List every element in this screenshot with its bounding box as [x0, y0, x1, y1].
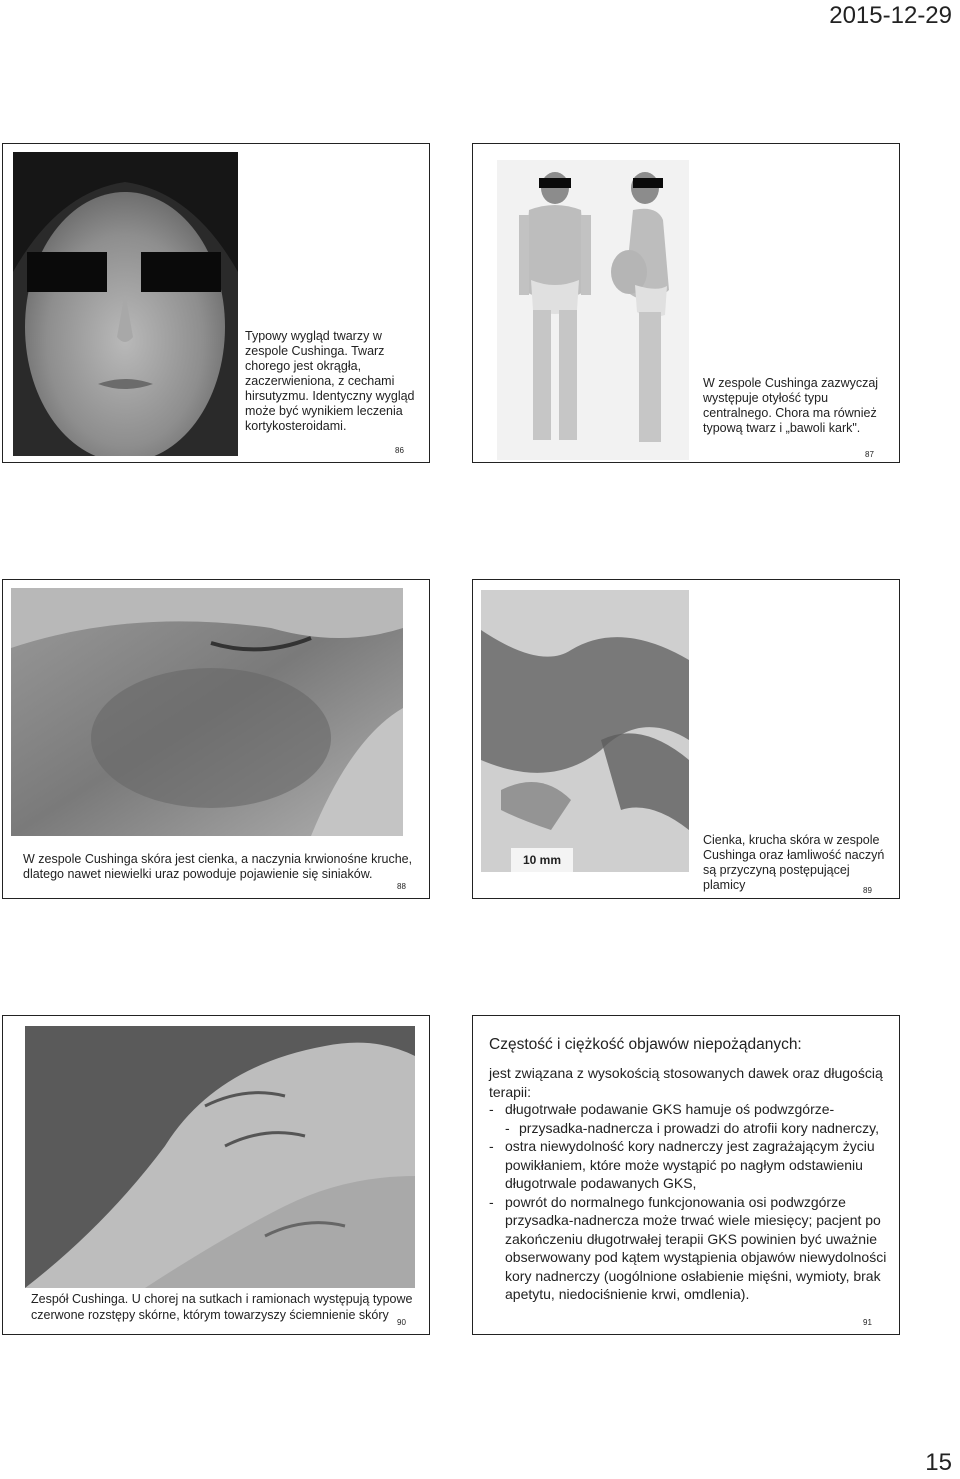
list-item — [489, 1100, 899, 1119]
slide-number: 91 — [863, 1318, 872, 1327]
purpura-photo — [481, 590, 689, 872]
slide-90 — [2, 1015, 430, 1335]
slide-86 — [2, 143, 430, 463]
censor-bar-left — [27, 252, 107, 292]
list-dash: - — [489, 1193, 494, 1210]
list-item-text: długotrwałe podawanie GKS hamuje oś podwzgórze- — [505, 1101, 835, 1117]
slide-caption: W zespole Cushinga zazwyczaj występuje otyłość typu centralnego. Chora ma również typową twarz i „bawoli kark". — [703, 376, 879, 435]
slide-number: 90 — [397, 1318, 406, 1327]
slide-number: 89 — [863, 886, 872, 895]
slide-heading: Częstość i ciężkość objawów niepożądanych: — [489, 1036, 802, 1053]
slide-caption-line-1: W zespole Cushinga skóra jest cienka, a naczynia krwionośne kruche, — [23, 852, 413, 866]
body-photo — [497, 160, 689, 460]
slide-number: 87 — [865, 450, 874, 459]
slide-caption-line-1: Zespół Cushinga. U chorej na sutkach i ramionach występują typowe — [31, 1292, 421, 1307]
list-dash: - — [505, 1119, 510, 1136]
slide-caption-line-2: dlatego nawet niewielki uraz powoduje pojawienie się siniaków. — [23, 867, 373, 881]
list-dash: - — [489, 1101, 494, 1117]
slide-89 — [472, 579, 900, 899]
page-number: 15 — [925, 1449, 952, 1476]
striae-photo — [25, 1026, 415, 1288]
slide-caption: Typowy wygląd twarzy w zespole Cushinga. Twarz chorego jest okrągła, zaczerwieniona, z cechami hirsutyzmu. Identyczny wygląd może być wynikiem leczenia kortykosteroidami. — [245, 329, 415, 433]
list-item — [489, 1137, 899, 1193]
scale-label: 10 mm — [523, 853, 562, 867]
list-item-text: przysadka-nadnercza i prowadzi do atrofii kory nadnerczy, — [519, 1119, 880, 1136]
slide-88 — [2, 579, 430, 899]
list-item-text: powrót do normalnego funkcjonowania osi podwzgórze przysadka-nadnercza może trwać wiele miesięcy; pacjent po zakończeniu długotrwałej terapii GKS powinien być uważnie obserwowany pod kątem wystąpienia objawów niewydolności kory nadnerczy (uogólnione osłabienie mięśni, wymioty, brak apetytu, niedociśnienie krwi, omdlenia). — [505, 1193, 887, 1302]
slide-intro: jest związana z wysokością stosowanych dawek oraz długością terapii: — [489, 1065, 883, 1100]
slide-number: 86 — [395, 446, 404, 455]
censor-bar-right — [141, 252, 221, 292]
list-item — [489, 1119, 899, 1138]
slide-caption-line-2: czerwone rozstępy skórne, którym towarzyszy ściemnienie skóry — [31, 1308, 389, 1322]
face-photo — [13, 152, 238, 456]
slide-87 — [472, 143, 900, 463]
list-item-text: ostra niewydolność kory nadnerczy jest zagrażającym życiu powikłaniem, które może wystąpić po nagłym odstawieniu długotrwale podawanych GKS, — [505, 1138, 875, 1191]
skin-photo — [11, 588, 403, 836]
list-item — [489, 1193, 899, 1304]
slide-caption: Cienka, krucha skóra w zespole Cushinga oraz łamliwość naczyń są przyczyną postępującej plamicy — [703, 833, 885, 892]
slide-91 — [472, 1015, 900, 1335]
page-date: 2015-12-29 — [829, 2, 952, 29]
effects-list — [489, 1100, 899, 1304]
list-dash: - — [489, 1138, 494, 1154]
slide-number: 88 — [397, 882, 406, 891]
